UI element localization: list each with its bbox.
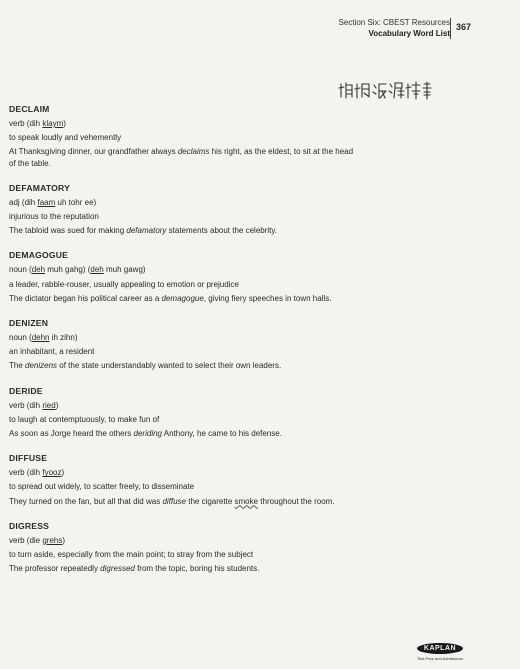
- pronunciation-end: ): [63, 119, 66, 128]
- example-text: from the topic, boring his students.: [134, 564, 260, 574]
- pronunciation-end: muh gawg): [103, 265, 146, 275]
- pronunciation-end: ): [55, 400, 59, 410]
- handwritten-annotation: [338, 79, 438, 101]
- example-sentence: [9, 146, 359, 168]
- example-word: defamatory: [126, 226, 167, 236]
- part-of-speech: noun (: [9, 265, 32, 275]
- definition: a leader, rabble-rouser, usually appealing to emotion or prejudice: [9, 279, 239, 289]
- entry-demagogue: [9, 249, 354, 304]
- pronunciation-end: ): [62, 535, 66, 545]
- example-text: The professor repeatedly: [9, 564, 101, 574]
- pronunciation-middle: muh gahg) (: [45, 265, 91, 275]
- entry-denizen: [9, 317, 359, 372]
- entry-diffuse: [9, 452, 354, 507]
- example-text: throughout the room.: [258, 496, 335, 506]
- example-text: At Thanksgiving dinner, our grandfather always: [9, 147, 178, 157]
- example-sentence: [9, 428, 359, 439]
- pronunciation: [9, 197, 359, 208]
- part-of-speech: verb (dih: [9, 468, 43, 478]
- part-of-speech: verb (dih: [9, 400, 43, 410]
- example-text: As soon as Jorge heard the others: [9, 429, 134, 439]
- example-sentence: [9, 293, 354, 304]
- example-word: demagogue: [161, 293, 204, 303]
- example-text: the cigarette: [186, 496, 235, 506]
- definition: an inhabitant, a resident: [9, 347, 95, 357]
- list-title: Vocabulary Word List: [368, 29, 450, 38]
- pronunciation-end: ): [61, 468, 65, 478]
- stressed-syllable: deh: [31, 265, 46, 275]
- stressed-syllable: fyooz: [42, 468, 62, 478]
- kaplan-logo: [412, 637, 468, 661]
- example-sentence: [9, 563, 354, 574]
- handwritten-underline-word: smoke: [234, 496, 259, 506]
- example-text: The tabloid was sued for making: [9, 226, 127, 236]
- definition: to laugh at contemptuously, to make fun of: [9, 414, 160, 424]
- example-text: The dictator began his political career as a: [9, 293, 162, 303]
- page-number: 367: [456, 22, 472, 32]
- example-word: denizens: [25, 361, 58, 371]
- pronunciation: [9, 467, 354, 478]
- definition: to spread out widely, to scatter freely, to disseminate: [9, 482, 195, 492]
- logo-wordmark: KAPLAN: [417, 643, 463, 654]
- example-text: They turned on the fan, but all that did was: [9, 496, 163, 506]
- stressed-syllable: deh: [90, 265, 104, 275]
- vocabulary-list: [9, 103, 359, 587]
- example-text: statements about the celebrity.: [166, 226, 278, 236]
- example-text: of the state understandably wanted to select their own leaders.: [57, 361, 282, 371]
- entry-defamatory: [9, 182, 359, 237]
- part-of-speech: verb (die: [9, 535, 43, 545]
- part-of-speech: verb (dih: [9, 119, 43, 128]
- definition: to speak loudly and vehemently: [9, 133, 122, 143]
- stressed-syllable: dehn: [31, 333, 50, 343]
- running-header: [339, 17, 450, 39]
- section-title: Section Six: CBEST Resources: [338, 18, 450, 27]
- definition: injurious to the reputation: [9, 212, 99, 222]
- entry-deride: [9, 385, 359, 440]
- entry-digress: [9, 520, 354, 575]
- pronunciation-end: uh tohr ee): [55, 197, 97, 207]
- term: DECLAIM: [9, 104, 50, 114]
- example-text: Anthony, he came to his defense.: [162, 429, 282, 439]
- term: DEMAGOGUE: [9, 250, 69, 261]
- pronunciation: [9, 535, 354, 546]
- term: DEFAMATORY: [9, 182, 71, 193]
- part-of-speech: adj (dih: [9, 197, 38, 207]
- term: DIFFUSE: [9, 453, 48, 464]
- entry-declaim: [9, 103, 359, 169]
- pronunciation: [9, 332, 359, 343]
- logo-tagline: Test Prep and Admissions: [416, 656, 464, 661]
- term: DENIZEN: [9, 318, 49, 329]
- example-text: , giving fiery speeches in town halls.: [203, 293, 332, 303]
- example-word: declaims: [177, 147, 210, 157]
- example-text: The: [9, 361, 26, 371]
- definition: to turn aside, especially from the main point; to stray from the subject: [9, 550, 254, 560]
- example-sentence: [9, 225, 359, 236]
- part-of-speech: noun (: [9, 333, 32, 343]
- example-sentence: [9, 360, 359, 371]
- pronunciation: [9, 264, 354, 275]
- stressed-syllable: faam: [37, 197, 56, 207]
- header-divider: [450, 18, 451, 39]
- example-word: deriding: [133, 429, 162, 439]
- example-text: his right, as the eldest, to sit at the head of the table.: [9, 147, 354, 168]
- example-word: diffuse: [162, 496, 187, 506]
- pronunciation: [9, 118, 359, 129]
- pronunciation: [9, 400, 359, 411]
- term: DIGRESS: [9, 520, 50, 531]
- stressed-syllable: grehs: [42, 535, 63, 545]
- pronunciation-end: ih zihn): [49, 333, 78, 343]
- example-sentence: [9, 496, 354, 507]
- example-word: digressed: [100, 564, 135, 574]
- stressed-syllable: klaym: [42, 119, 64, 128]
- stressed-syllable: ried: [42, 400, 56, 410]
- term: DERIDE: [9, 385, 43, 396]
